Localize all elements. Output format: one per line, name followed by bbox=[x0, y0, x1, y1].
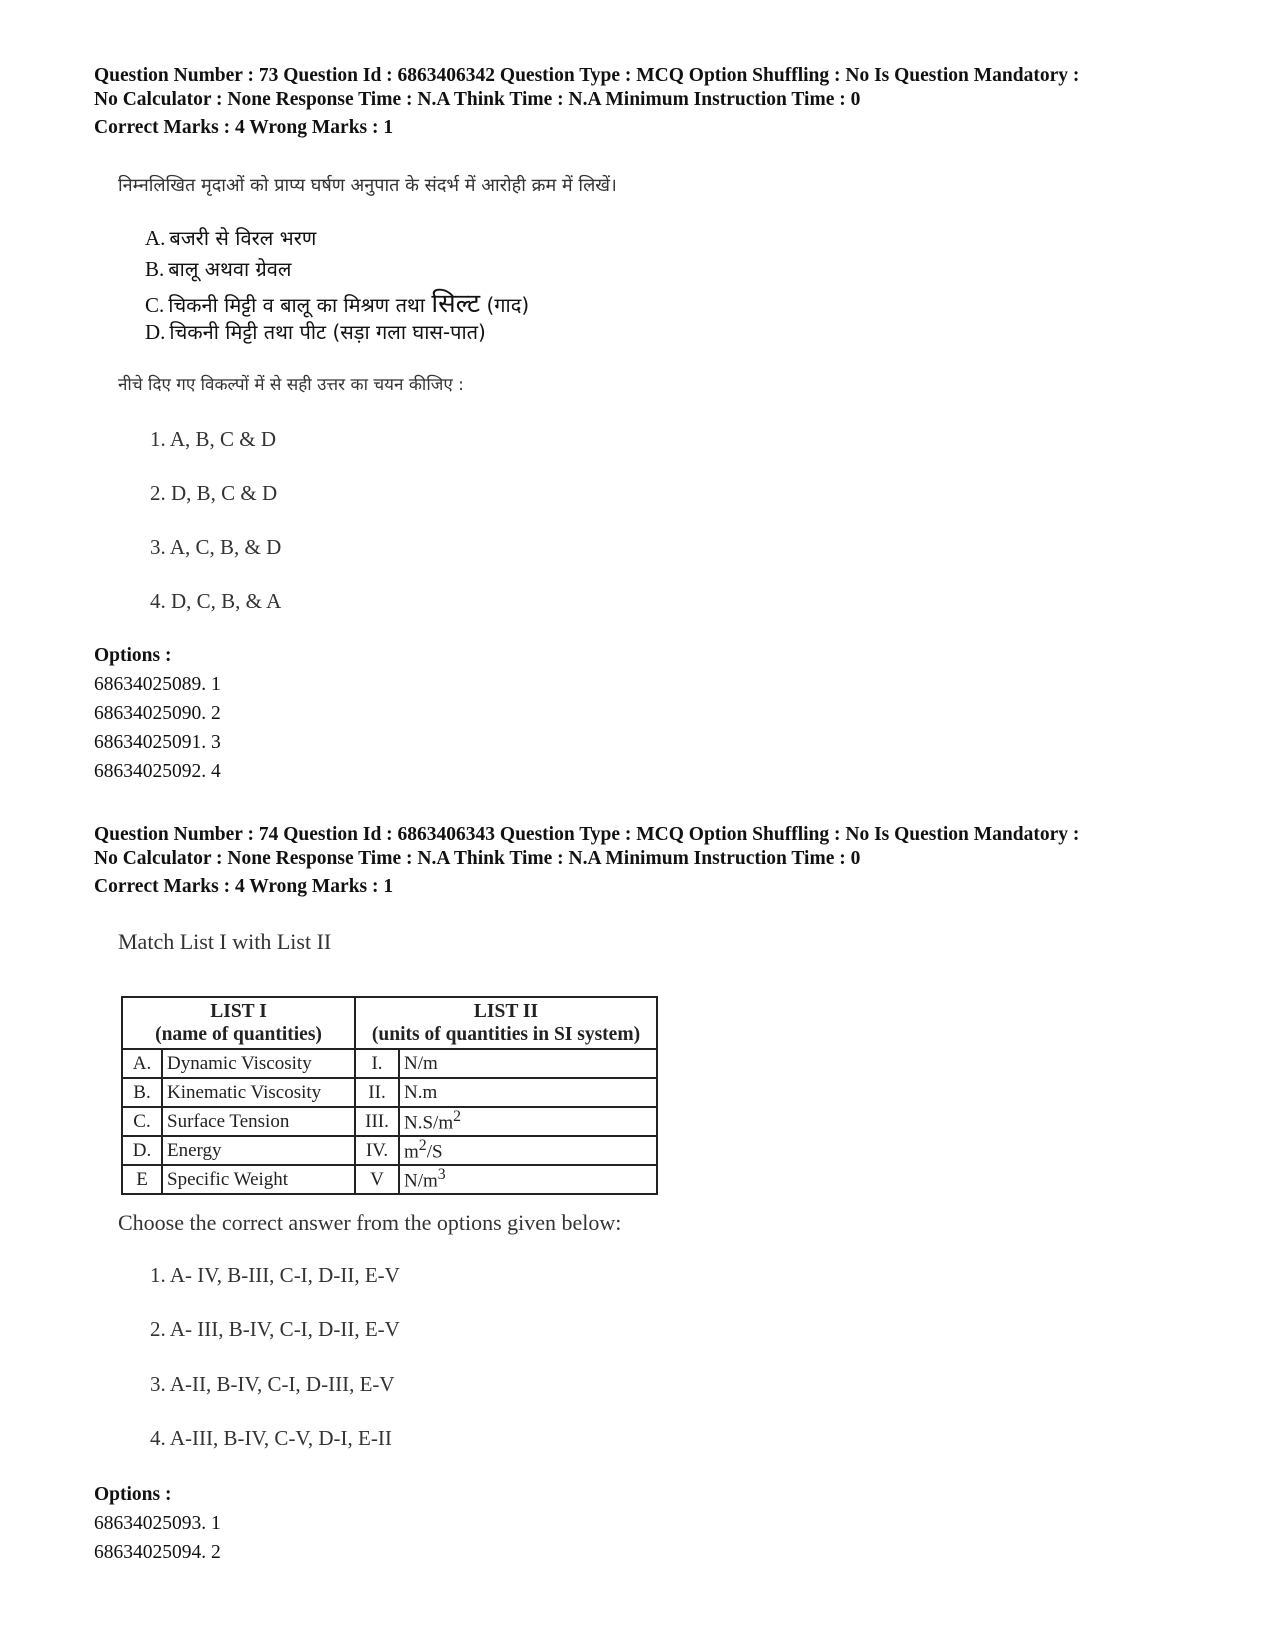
unit-value bbox=[399, 1165, 657, 1194]
unit-tail: /S bbox=[426, 1141, 443, 1163]
row-label: B. bbox=[122, 1078, 162, 1107]
q73-statement-d bbox=[145, 318, 486, 345]
unit-base: N.S/m bbox=[404, 1112, 454, 1134]
statement-tail: (गाद) bbox=[486, 293, 530, 317]
q73-statement-b bbox=[145, 255, 291, 282]
q74-options-heading: Options : bbox=[94, 1484, 172, 1505]
statement-label: C. bbox=[145, 293, 165, 317]
quantity-name: Surface Tension bbox=[162, 1107, 355, 1136]
table-row bbox=[122, 1078, 657, 1107]
statement-label: D. bbox=[145, 320, 166, 344]
row-label: A. bbox=[122, 1049, 162, 1078]
q73-statement-c bbox=[145, 284, 529, 320]
unit-label: I. bbox=[355, 1049, 399, 1078]
q73-instruction: नीचे दिए गए विकल्पों में से सही उत्तर का चयन कीजिए : bbox=[118, 375, 464, 395]
list-1-subtitle: (name of quantities) bbox=[155, 1024, 322, 1045]
statement-text: चिकनी मिट्टी तथा पीट (सड़ा गला घास-पात) bbox=[169, 320, 486, 344]
q73-choice-3: 3. A, C, B, & D bbox=[150, 535, 282, 559]
unit-value bbox=[399, 1136, 657, 1165]
quantity-name: Specific Weight bbox=[162, 1165, 355, 1194]
q74-meta-line1: Question Number : 74 Question Id : 6863406343 Question Type : MCQ Option Shuffling : No Is Question Mandatory : bbox=[94, 824, 1080, 845]
statement-text: चिकनी मिट्टी व बालू का मिश्रण तथा bbox=[168, 293, 425, 317]
q73-choice-2: 2. D, B, C & D bbox=[150, 481, 278, 505]
q74-choice-1: 1. A- IV, B-III, C-I, D-II, E-V bbox=[150, 1263, 400, 1287]
q73-statement-a bbox=[145, 224, 316, 251]
quantity-name: Dynamic Viscosity bbox=[162, 1049, 355, 1078]
q74-instruction: Choose the correct answer from the options given below: bbox=[118, 1210, 622, 1235]
unit-label: IV. bbox=[355, 1136, 399, 1165]
q73-choice-4: 4. D, C, B, & A bbox=[150, 589, 282, 613]
table-row bbox=[122, 1136, 657, 1165]
statement-text: बालू अथवा ग्रेवल bbox=[168, 257, 292, 281]
q74-option-1: 68634025093. 1 bbox=[94, 1513, 221, 1534]
table-row bbox=[122, 1107, 657, 1136]
q73-meta-line1: Question Number : 73 Question Id : 6863406342 Question Type : MCQ Option Shuffling : No Is Question Mandatory : bbox=[94, 65, 1080, 86]
quantity-name: Energy bbox=[162, 1136, 355, 1165]
row-label: D. bbox=[122, 1136, 162, 1165]
statement-silt: सिल्ट bbox=[431, 289, 481, 319]
unit-label: III. bbox=[355, 1107, 399, 1136]
q74-choice-4: 4. A-III, B-IV, C-V, D-I, E-II bbox=[150, 1426, 392, 1450]
unit-exponent: 3 bbox=[437, 1166, 446, 1184]
unit-label: II. bbox=[355, 1078, 399, 1107]
statement-label: A. bbox=[145, 226, 166, 250]
q74-option-2: 68634025094. 2 bbox=[94, 1542, 221, 1563]
q74-question-text: Match List I with List II bbox=[118, 929, 332, 954]
q73-options-heading: Options : bbox=[94, 645, 172, 666]
unit-value: N/m bbox=[399, 1049, 657, 1078]
unit-label: V bbox=[355, 1165, 399, 1194]
unit-base: N/m bbox=[404, 1170, 438, 1192]
unit-base: m bbox=[404, 1141, 419, 1163]
q73-choice-1: 1. A, B, C & D bbox=[150, 427, 277, 451]
table-row bbox=[122, 1165, 657, 1194]
q73-option-2: 68634025090. 2 bbox=[94, 703, 221, 724]
row-label: C. bbox=[122, 1107, 162, 1136]
list-1-title: LIST I bbox=[210, 1001, 267, 1022]
q73-option-3: 68634025091. 3 bbox=[94, 732, 221, 753]
unit-exponent: 2 bbox=[453, 1108, 462, 1126]
q73-option-4: 68634025092. 4 bbox=[94, 761, 221, 782]
statement-label: B. bbox=[145, 257, 165, 281]
q74-meta-line2: No Calculator : None Response Time : N.A Think Time : N.A Minimum Instruction Time : 0 bbox=[94, 848, 861, 869]
q74-marks: Correct Marks : 4 Wrong Marks : 1 bbox=[94, 876, 394, 897]
list-1-header bbox=[122, 997, 355, 1049]
list-2-title: LIST II bbox=[473, 1001, 539, 1022]
q73-question-text: निम्नलिखित मृदाओं को प्राप्य घर्षण अनुपात के संदर्भ में आरोही क्रम में लिखें। bbox=[118, 175, 617, 196]
q73-marks: Correct Marks : 4 Wrong Marks : 1 bbox=[94, 117, 394, 138]
row-label: E bbox=[122, 1165, 162, 1194]
match-table bbox=[121, 996, 658, 1195]
unit-value: N.m bbox=[399, 1078, 657, 1107]
q73-meta-line2: No Calculator : None Response Time : N.A Think Time : N.A Minimum Instruction Time : 0 bbox=[94, 89, 861, 110]
list-2-header bbox=[355, 997, 657, 1049]
table-row bbox=[122, 1049, 657, 1078]
list-2-subtitle: (units of quantities in SI system) bbox=[371, 1024, 641, 1045]
statement-text: बजरी से विरल भरण bbox=[169, 226, 317, 250]
quantity-name: Kinematic Viscosity bbox=[162, 1078, 355, 1107]
unit-value bbox=[399, 1107, 657, 1136]
unit-exponent: 2 bbox=[418, 1137, 427, 1155]
q73-option-1: 68634025089. 1 bbox=[94, 674, 221, 695]
q74-choice-3: 3. A-II, B-IV, C-I, D-III, E-V bbox=[150, 1372, 395, 1396]
match-table-header bbox=[122, 997, 657, 1049]
q74-choice-2: 2. A- III, B-IV, C-I, D-II, E-V bbox=[150, 1317, 400, 1341]
